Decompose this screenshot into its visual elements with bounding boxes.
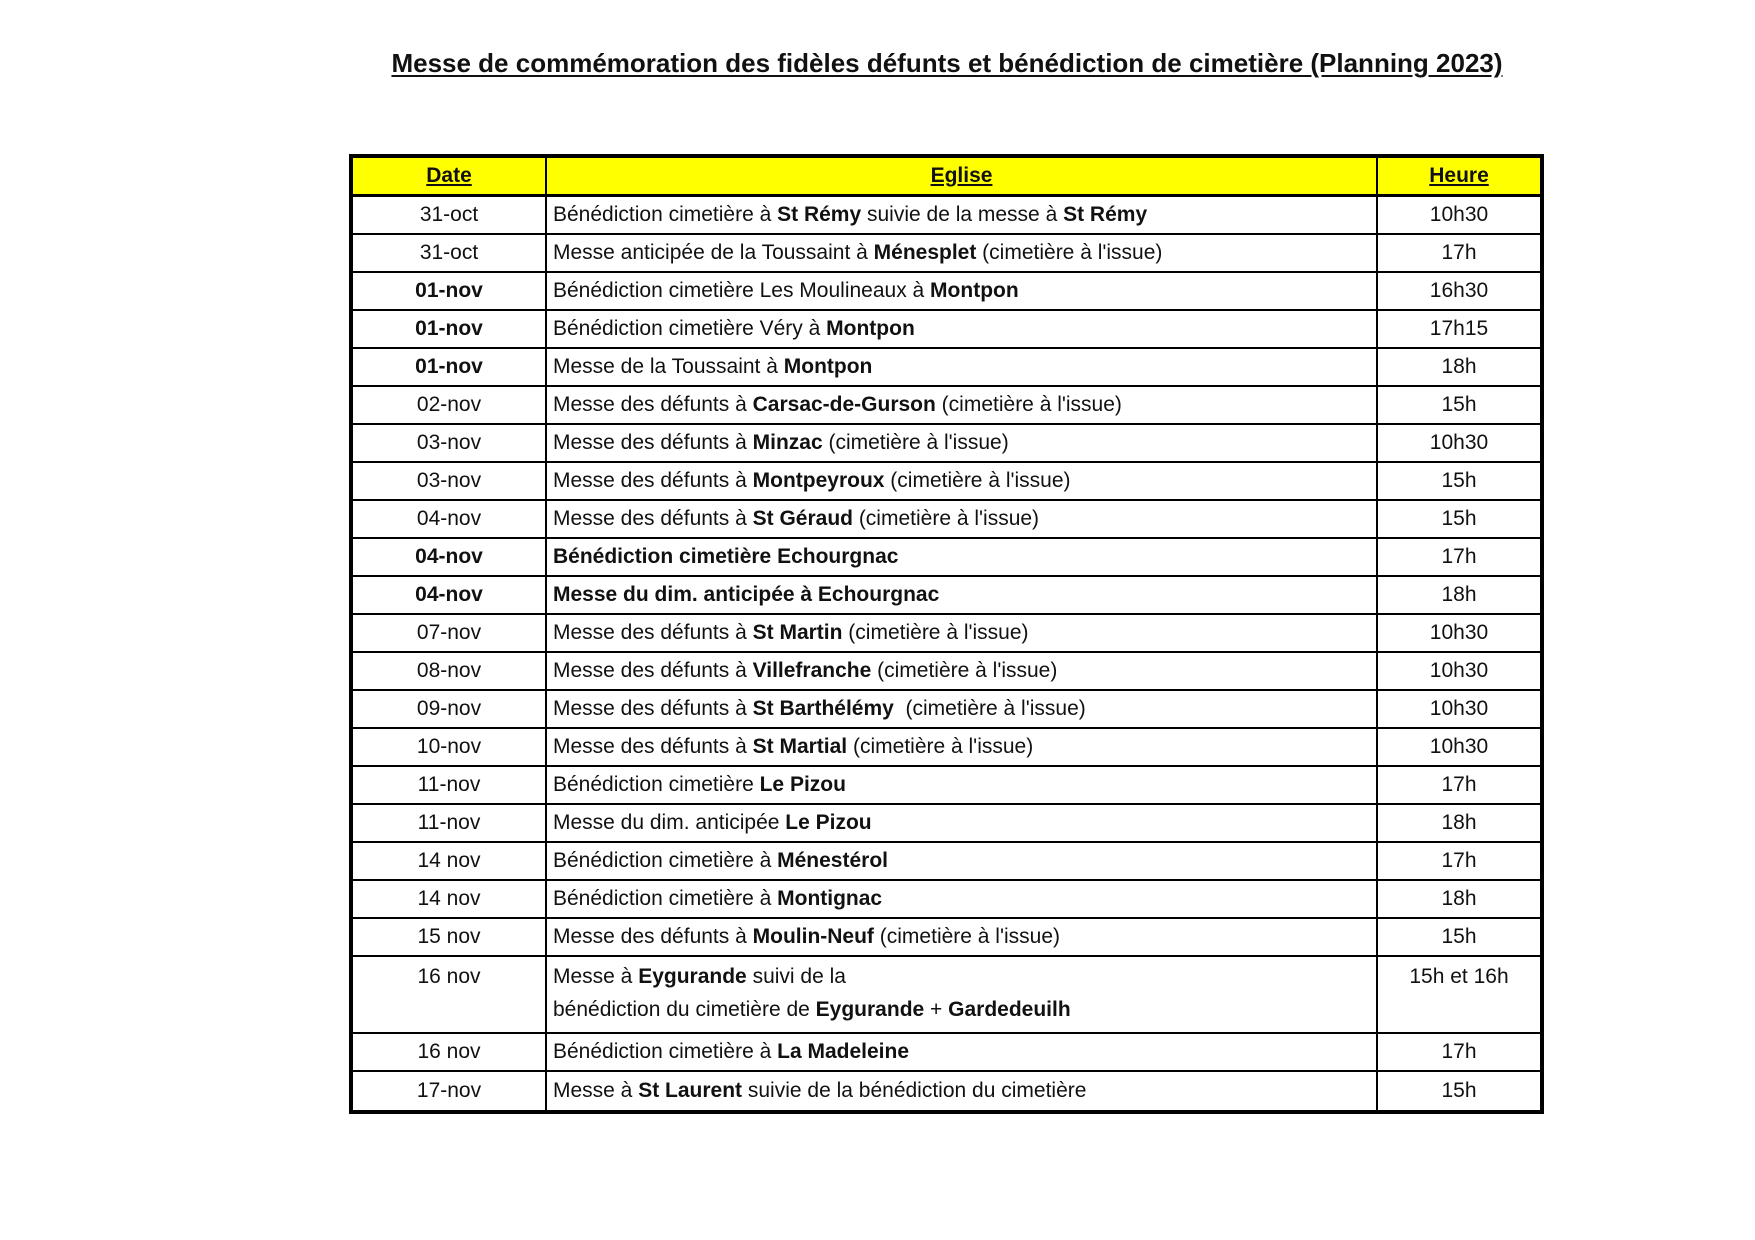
eglise-text-segment: Bénédiction cimetière Véry à [553, 317, 827, 340]
cell-eglise [546, 310, 1377, 348]
cell-heure: 10h30 [1377, 424, 1542, 462]
cell-heure: 18h [1377, 348, 1542, 386]
cell-date: 31-oct [351, 196, 546, 235]
eglise-text-segment: St Géraud [752, 507, 853, 530]
eglise-text-segment: Messe des défunts à [553, 659, 753, 682]
page-title: Messe de commémoration des fidèles défunts et bénédiction de cimetière (Planning 2023) [391, 48, 1503, 78]
table-row [351, 614, 1542, 652]
cell-eglise [546, 804, 1377, 842]
eglise-text-segment: St Rémy [777, 203, 862, 226]
cell-date: 09-nov [351, 690, 546, 728]
cell-eglise [546, 348, 1377, 386]
cell-heure: 15h [1377, 1071, 1542, 1112]
eglise-text-segment: Bénédiction cimetière à [553, 887, 778, 910]
cell-eglise [546, 956, 1377, 1033]
eglise-text-segment: Bénédiction cimetière à [553, 1040, 778, 1063]
cell-heure: 15h [1377, 918, 1542, 956]
eglise-text-segment: (cimetière à l'issue) [884, 469, 1071, 492]
cell-date: 03-nov [351, 462, 546, 500]
cell-date: 01-nov [351, 348, 546, 386]
cell-heure: 17h [1377, 538, 1542, 576]
cell-heure: 15h [1377, 500, 1542, 538]
table-row [351, 386, 1542, 424]
eglise-text-segment: Messe de la Toussaint à [553, 355, 784, 378]
table-row [351, 728, 1542, 766]
cell-eglise [546, 1033, 1377, 1071]
cell-eglise [546, 538, 1377, 576]
eglise-text-segment: Bénédiction cimetière à [553, 203, 778, 226]
eglise-text-segment: St Martial [752, 735, 848, 758]
cell-date: 11-nov [351, 804, 546, 842]
cell-eglise [546, 234, 1377, 272]
cell-heure: 10h30 [1377, 652, 1542, 690]
eglise-text-segment: Carsac-de-Gurson [752, 393, 936, 416]
eglise-text-segment: Montignac [777, 887, 883, 910]
table-row [351, 500, 1542, 538]
cell-eglise [546, 196, 1377, 235]
eglise-text-segment: Ménesplet [873, 241, 977, 264]
cell-eglise [546, 880, 1377, 918]
cell-date: 17-nov [351, 1071, 546, 1112]
cell-heure: 10h30 [1377, 196, 1542, 235]
table-row [351, 272, 1542, 310]
eglise-text-segment: suivie de la bénédiction du cimetière [742, 1079, 1087, 1102]
cell-eglise [546, 728, 1377, 766]
table-row [351, 880, 1542, 918]
cell-date: 16 nov [351, 956, 546, 1033]
table-row [351, 804, 1542, 842]
cell-heure: 15h et 16h [1377, 956, 1542, 1033]
cell-date: 14 nov [351, 842, 546, 880]
table-row [351, 424, 1542, 462]
table-row [351, 1033, 1542, 1071]
cell-date: 03-nov [351, 424, 546, 462]
eglise-text-segment: (cimetière à l'issue) [852, 507, 1040, 530]
cell-heure: 18h [1377, 576, 1542, 614]
cell-eglise [546, 652, 1377, 690]
eglise-text-segment: (cimetière à l'issue) [873, 925, 1060, 948]
eglise-text-segment: (cimetière à l'issue) [822, 431, 1009, 454]
table-header-row [351, 156, 1542, 196]
eglise-text-segment: Gardedeuilh [948, 998, 1071, 1021]
table-row [351, 842, 1542, 880]
cell-eglise [546, 766, 1377, 804]
eglise-text-segment: Eygurande [815, 998, 925, 1021]
cell-heure: 16h30 [1377, 272, 1542, 310]
eglise-text-segment: St Laurent [638, 1079, 743, 1102]
eglise-text-segment: (cimetière à l'issue) [871, 659, 1058, 682]
cell-eglise [546, 576, 1377, 614]
table-row [351, 1071, 1542, 1112]
column-header-eglise: Eglise [546, 156, 1377, 196]
cell-heure: 17h [1377, 766, 1542, 804]
table-row [351, 766, 1542, 804]
eglise-text-segment: Le Pizou [785, 811, 872, 834]
eglise-text-segment: Messe à [553, 965, 639, 988]
eglise-text-segment: (cimetière à l'issue) [935, 393, 1122, 416]
eglise-text-segment: Messe à [553, 1079, 639, 1102]
eglise-text-segment: + [924, 998, 949, 1021]
table-row [351, 690, 1542, 728]
cell-date: 01-nov [351, 310, 546, 348]
cell-eglise [546, 462, 1377, 500]
eglise-text-segment: Messe des défunts à [553, 925, 753, 948]
table-row [351, 196, 1542, 235]
eglise-text-segment: suivie de la messe à [861, 203, 1064, 226]
table-row [351, 652, 1542, 690]
table-row [351, 956, 1542, 1033]
cell-eglise [546, 500, 1377, 538]
cell-date: 15 nov [351, 918, 546, 956]
cell-date: 31-oct [351, 234, 546, 272]
eglise-text-segment: Bénédiction cimetière Les Moulineaux à [553, 279, 931, 302]
cell-date: 10-nov [351, 728, 546, 766]
eglise-text-segment: Villefranche [752, 659, 872, 682]
table-row [351, 234, 1542, 272]
eglise-text-segment: Messe anticipée de la Toussaint à [553, 241, 874, 264]
eglise-text-segment: Messe des défunts à [553, 621, 753, 644]
eglise-text-segment: bénédiction du cimetière de [553, 998, 816, 1021]
cell-date: 16 nov [351, 1033, 546, 1071]
cell-heure: 17h15 [1377, 310, 1542, 348]
eglise-text-segment: Bénédiction cimetière Echourgnac [553, 545, 899, 568]
cell-eglise [546, 614, 1377, 652]
cell-heure: 15h [1377, 386, 1542, 424]
eglise-text-segment: St Martin [752, 621, 843, 644]
eglise-text-segment: Ménestérol [777, 849, 888, 872]
eglise-text-segment: Minzac [752, 431, 823, 454]
table-row [351, 576, 1542, 614]
cell-eglise [546, 272, 1377, 310]
column-header-date: Date [351, 156, 546, 196]
eglise-text-segment: Eygurande [638, 965, 747, 988]
eglise-text-segment: St Rémy [1063, 203, 1148, 226]
eglise-text-segment: Messe des défunts à [553, 469, 753, 492]
eglise-text-segment: Bénédiction cimetière [553, 773, 760, 796]
cell-heure: 18h [1377, 880, 1542, 918]
eglise-text-segment: Montpon [783, 355, 873, 378]
column-header-heure: Heure [1377, 156, 1542, 196]
cell-eglise [546, 1071, 1377, 1112]
eglise-text-segment: Moulin-Neuf [752, 925, 874, 948]
eglise-text-segment: Le Pizou [759, 773, 846, 796]
table-row [351, 918, 1542, 956]
cell-eglise [546, 918, 1377, 956]
eglise-text-segment: St Barthélémy [752, 697, 894, 720]
eglise-text-segment: Messe du dim. anticipée à Echourgnac [553, 583, 940, 606]
eglise-text-segment: (cimetière à l'issue) [893, 697, 1086, 720]
eglise-text-segment: Messe des défunts à [553, 507, 753, 530]
cell-eglise [546, 424, 1377, 462]
eglise-text-segment: (cimetière à l'issue) [847, 735, 1034, 758]
eglise-text-segment: Messe des défunts à [553, 431, 753, 454]
eglise-text-segment: Montpeyroux [752, 469, 885, 492]
eglise-text-segment: Messe du dim. anticipée [553, 811, 786, 834]
eglise-text-segment: (cimetière à l'issue) [976, 241, 1163, 264]
table-body [351, 196, 1542, 1113]
cell-heure: 10h30 [1377, 728, 1542, 766]
cell-heure: 10h30 [1377, 614, 1542, 652]
cell-date: 04-nov [351, 500, 546, 538]
eglise-text-segment: Montpon [826, 317, 915, 340]
cell-date: 01-nov [351, 272, 546, 310]
cell-heure: 15h [1377, 462, 1542, 500]
cell-heure: 17h [1377, 842, 1542, 880]
cell-eglise [546, 386, 1377, 424]
cell-date: 14 nov [351, 880, 546, 918]
cell-date: 04-nov [351, 538, 546, 576]
cell-date: 02-nov [351, 386, 546, 424]
cell-date: 04-nov [351, 576, 546, 614]
cell-heure: 10h30 [1377, 690, 1542, 728]
eglise-text-segment: Messe des défunts à [553, 393, 753, 416]
eglise-text-segment: Messe des défunts à [553, 697, 753, 720]
table-row [351, 348, 1542, 386]
eglise-text-segment: suivi de la [746, 965, 846, 988]
cell-date: 08-nov [351, 652, 546, 690]
eglise-text-segment: La Madeleine [777, 1040, 910, 1063]
eglise-text-segment: Messe des défunts à [553, 735, 753, 758]
cell-eglise [546, 690, 1377, 728]
table-row [351, 538, 1542, 576]
eglise-text-segment: (cimetière à l'issue) [842, 621, 1029, 644]
cell-date: 11-nov [351, 766, 546, 804]
eglise-text-segment: Bénédiction cimetière à [553, 849, 778, 872]
cell-heure: 17h [1377, 234, 1542, 272]
table-row [351, 310, 1542, 348]
planning-table [349, 154, 1544, 1114]
cell-heure: 18h [1377, 804, 1542, 842]
cell-heure: 17h [1377, 1033, 1542, 1071]
cell-eglise [546, 842, 1377, 880]
cell-date: 07-nov [351, 614, 546, 652]
eglise-text-segment: Montpon [930, 279, 1019, 302]
table-row [351, 462, 1542, 500]
